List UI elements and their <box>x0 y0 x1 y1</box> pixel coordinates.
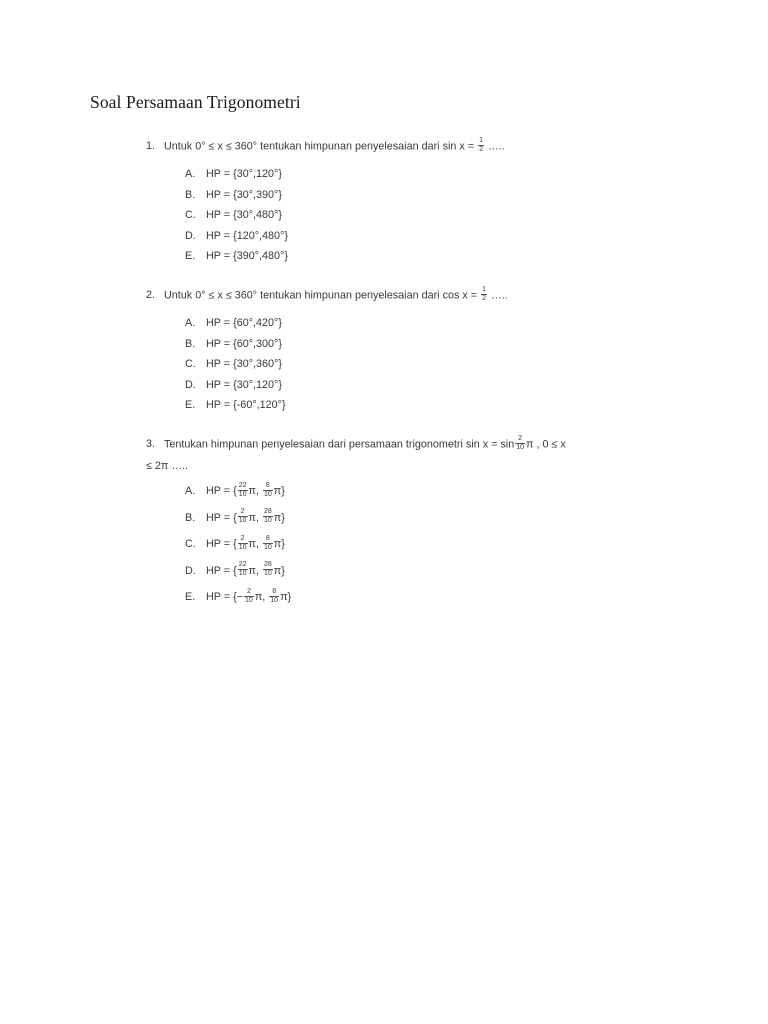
option-letter: C. <box>185 209 196 222</box>
option-mid: π, <box>248 538 262 551</box>
fraction <box>238 508 248 525</box>
fraction <box>238 482 248 499</box>
option-a <box>185 478 626 505</box>
fraction <box>478 137 484 154</box>
fraction <box>244 588 254 605</box>
fraction-denominator: 10 <box>238 570 247 578</box>
fraction-denominator: 10 <box>238 543 247 551</box>
option-mid: π, <box>254 591 269 604</box>
option-c <box>185 354 626 375</box>
option-prefix: HP = { <box>206 538 237 551</box>
option-letter: E. <box>185 399 196 412</box>
option-b <box>185 185 626 206</box>
fraction-numerator: 22 <box>238 561 247 569</box>
option-text: HP = {30°,390°} <box>206 188 282 201</box>
question-1-stem <box>146 138 626 155</box>
option-text: HP = {390°,480°} <box>206 250 288 263</box>
option-letter: B. <box>185 337 196 350</box>
question-text-tail: ….. <box>488 289 508 302</box>
option-mid: π, <box>248 511 262 524</box>
page-title: Soal Persamaan Trigonometri <box>90 92 301 112</box>
option-text: HP = {30°,360°} <box>206 358 282 371</box>
fraction-denominator: 2 <box>479 146 483 153</box>
fraction-numerator: 2 <box>238 508 248 517</box>
question-number: 1. <box>146 140 156 153</box>
option-letter: E. <box>185 250 196 263</box>
fraction-numerator: 8 <box>263 482 273 491</box>
fraction <box>263 508 273 525</box>
fraction-denominator: 10 <box>263 543 272 551</box>
option-a <box>185 313 626 334</box>
fraction-denominator: 10 <box>238 490 247 498</box>
fraction <box>515 435 525 452</box>
fraction-numerator: 8 <box>269 588 279 597</box>
option-letter: E. <box>185 591 196 604</box>
option-text: HP = {30°,120°} <box>206 168 282 180</box>
option-text: HP = {-60°,120°} <box>206 399 286 412</box>
option-prefix: HP = { <box>206 564 237 577</box>
question-text: Untuk 0° ≤ x ≤ 360° tentukan himpunan penyelesaian dari sin x = <box>164 140 478 153</box>
option-b <box>185 505 626 532</box>
fraction-denominator: 10 <box>238 517 247 525</box>
option-letter: D. <box>185 229 196 242</box>
option-text: HP = {120°,480°} <box>206 229 288 242</box>
fraction-numerator: 28 <box>263 508 272 516</box>
option-d <box>185 226 626 247</box>
fraction-numerator: 8 <box>263 535 273 544</box>
fraction <box>263 561 273 578</box>
fraction <box>481 286 487 303</box>
question-text: Untuk 0° ≤ x ≤ 360° tentukan himpunan penyelesaian dari cos x = <box>164 289 481 302</box>
option-d <box>185 558 626 585</box>
option-letter: B. <box>185 188 196 201</box>
question-text-tail: ….. <box>485 140 505 153</box>
fraction <box>263 535 273 552</box>
option-text: HP = {60°,420°} <box>206 317 282 329</box>
fraction <box>238 535 248 552</box>
option-mid: π, <box>248 564 262 577</box>
fraction-denominator: 10 <box>245 597 253 605</box>
fraction-denominator: 10 <box>270 597 279 605</box>
option-c <box>185 531 626 558</box>
question-2-stem <box>146 287 626 304</box>
option-suffix: π} <box>273 511 285 524</box>
question-1 <box>146 138 626 267</box>
option-letter: A. <box>185 485 196 497</box>
option-c <box>185 205 626 226</box>
fraction-numerator: 2 <box>238 535 248 544</box>
options-list <box>146 478 626 611</box>
question-number: 2. <box>146 289 156 302</box>
option-suffix: π} <box>273 538 285 551</box>
option-e <box>185 395 626 416</box>
option-text: HP = {60°,300°} <box>206 337 282 350</box>
fraction-numerator: 1 <box>482 286 486 293</box>
option-letter: A. <box>185 168 196 180</box>
fraction-numerator: 28 <box>263 561 272 569</box>
option-a <box>185 164 626 185</box>
option-letter: B. <box>185 511 196 524</box>
option-suffix: π} <box>280 591 292 604</box>
fraction <box>238 561 248 578</box>
option-b <box>185 334 626 355</box>
fraction-denominator: 10 <box>263 570 272 578</box>
question-number: 3. <box>146 438 156 451</box>
fraction <box>263 482 273 499</box>
fraction-denominator: 2 <box>482 295 486 302</box>
option-letter: C. <box>185 538 196 551</box>
question-2 <box>146 287 626 416</box>
option-text: HP = {30°,120°} <box>206 378 282 391</box>
option-suffix: π} <box>273 564 285 577</box>
fraction-numerator: 2 <box>515 435 525 444</box>
question-3 <box>146 436 626 611</box>
option-letter: A. <box>185 317 196 329</box>
options-list <box>146 164 626 267</box>
fraction-numerator: 1 <box>479 137 483 144</box>
fraction-denominator: 10 <box>263 490 272 498</box>
fraction-numerator: 22 <box>238 481 247 489</box>
option-prefix: HP = {− <box>206 591 244 604</box>
question-3-stem-continued: ≤ 2π ….. <box>146 460 189 472</box>
fraction-denominator: 10 <box>263 517 272 525</box>
option-e <box>185 584 626 611</box>
option-e <box>185 246 626 267</box>
option-letter: C. <box>185 358 196 371</box>
option-mid: π, <box>248 485 262 497</box>
question-3-stem <box>146 436 626 453</box>
option-suffix: π} <box>273 485 285 497</box>
options-list <box>146 313 626 416</box>
fraction-numerator: 2 <box>244 588 254 597</box>
option-prefix: HP = { <box>206 485 237 497</box>
fraction <box>269 588 279 605</box>
question-text: Tentukan himpunan penyelesaian dari persamaan trigonometri sin x = sin <box>164 438 515 451</box>
fraction-denominator: 10 <box>516 444 524 451</box>
question-text-tail: π , 0 ≤ x <box>526 438 566 451</box>
option-d <box>185 375 626 396</box>
option-letter: D. <box>185 378 196 391</box>
option-text: HP = {30°,480°} <box>206 209 282 222</box>
option-prefix: HP = { <box>206 511 237 524</box>
option-letter: D. <box>185 564 196 577</box>
